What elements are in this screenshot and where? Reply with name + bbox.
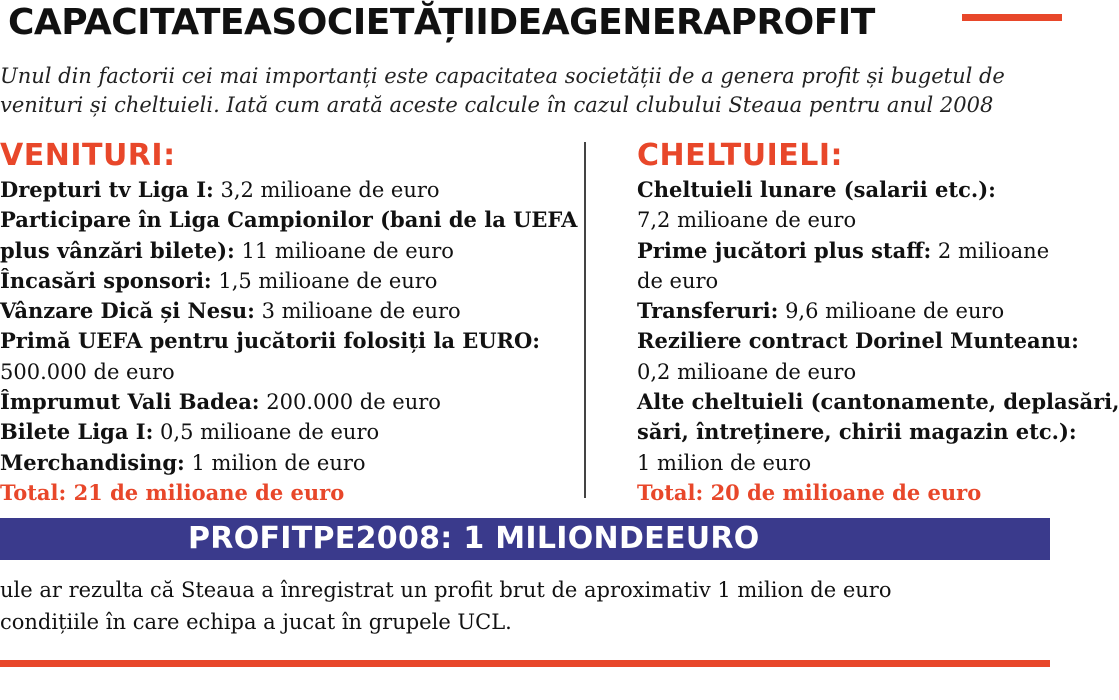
item-value: 1 milion de euro xyxy=(184,450,366,475)
item-label: Bilete Liga I: xyxy=(0,419,154,445)
page-title: CAPACITATEASOCIETĂȚIIDEAGENERAPROFIT xyxy=(8,2,875,43)
list-item xyxy=(637,417,1077,447)
item-label: Participare în Liga Campionilor (bani de la UEFA xyxy=(0,207,578,233)
item-value: 11 milioane de euro xyxy=(234,238,454,263)
item-label: Transferuri: xyxy=(637,298,779,324)
cheltuieli-list xyxy=(637,175,1119,508)
list-item xyxy=(0,448,578,478)
list-item xyxy=(0,357,578,387)
list-item xyxy=(0,175,578,205)
item-label: Primă UEFA pentru jucătorii folosiți la EURO: xyxy=(0,328,541,354)
item-label: sări, întreținere, chirii magazin etc.): xyxy=(637,419,1077,445)
item-label: Cheltuieli lunare (salarii etc.): xyxy=(637,177,996,202)
item-label: Vânzare Dică și Nesu: xyxy=(0,298,255,324)
total-line: Total: 20 de milioane de euro xyxy=(637,479,982,505)
list-item xyxy=(637,387,1119,417)
conclusion-line: ule ar rezulta că Steaua a înregistrat un profit brut de aproximativ 1 milion de euro xyxy=(0,578,892,602)
intro-paragraph xyxy=(0,62,1060,120)
list-item xyxy=(0,205,578,235)
item-label: Drepturi tv Liga I: xyxy=(0,177,214,202)
item-label: Împrumut Vali Badea: xyxy=(0,389,260,415)
cheltuieli-heading: CHELTUIELI: xyxy=(637,138,844,173)
item-label: Reziliere contract Dorinel Munteanu: xyxy=(637,328,1079,354)
list-item xyxy=(0,387,578,417)
list-item xyxy=(637,296,1057,326)
list-item xyxy=(637,448,1057,478)
conclusion-paragraph xyxy=(0,574,1060,638)
item-value: 9,6 milioane de euro xyxy=(778,299,1005,324)
total-line: Total: 21 de milioane de euro xyxy=(0,479,345,505)
list-item xyxy=(637,236,1057,266)
title-accent-rule xyxy=(962,14,1062,21)
list-item xyxy=(637,326,1079,356)
bottom-accent-rule xyxy=(0,660,1050,667)
list-item xyxy=(0,417,578,447)
item-label: Alte cheltuieli (cantonamente, deplasări, xyxy=(637,389,1119,415)
venituri-list xyxy=(0,175,578,508)
item-value: 0,2 milioane de euro xyxy=(637,359,857,384)
list-item xyxy=(0,296,578,326)
conclusion-line: condițiile în care echipa a jucat în grupele UCL. xyxy=(0,610,512,634)
item-value: 3,2 milioane de euro xyxy=(213,178,440,202)
list-item xyxy=(637,175,1057,205)
venituri-heading: VENITURI: xyxy=(0,138,176,173)
item-value: 200.000 de euro xyxy=(259,390,441,415)
item-value: 500.000 de euro xyxy=(0,359,175,384)
item-label: Merchandising: xyxy=(0,449,185,475)
list-item xyxy=(637,205,1057,235)
list-item xyxy=(637,357,1057,387)
item-value: 3 milioane de euro xyxy=(254,299,461,324)
item-label: Prime jucători plus staff: xyxy=(637,237,932,263)
intro-line: Unul din factorii cei mai importanți este capacitatea societății de a genera profit și bugetul de xyxy=(0,64,1005,88)
item-value: 1,5 milioane de euro xyxy=(211,268,438,293)
item-value: 0,5 milioane de euro xyxy=(153,420,380,445)
item-value: 7,2 milioane de euro xyxy=(637,208,857,233)
intro-line: venituri și cheltuieli. Iată cum arată aceste calcule în cazul clubului Steaua pentru anul 2008 xyxy=(0,93,994,117)
profit-banner xyxy=(0,518,1050,560)
item-value: 1 milion de euro xyxy=(637,450,812,475)
item-value: de euro xyxy=(637,268,719,293)
column-divider xyxy=(584,142,586,498)
item-label: Încasări sponsori: xyxy=(0,267,212,293)
item-label: plus vânzări bilete): xyxy=(0,237,235,263)
list-item xyxy=(0,266,578,296)
item-value: 2 milioane xyxy=(931,238,1050,263)
profit-banner-text: PROFITPE2008: 1 MILIONDEEURO xyxy=(188,521,760,556)
list-item xyxy=(0,326,578,356)
list-item xyxy=(0,236,578,266)
list-item xyxy=(637,266,1057,296)
